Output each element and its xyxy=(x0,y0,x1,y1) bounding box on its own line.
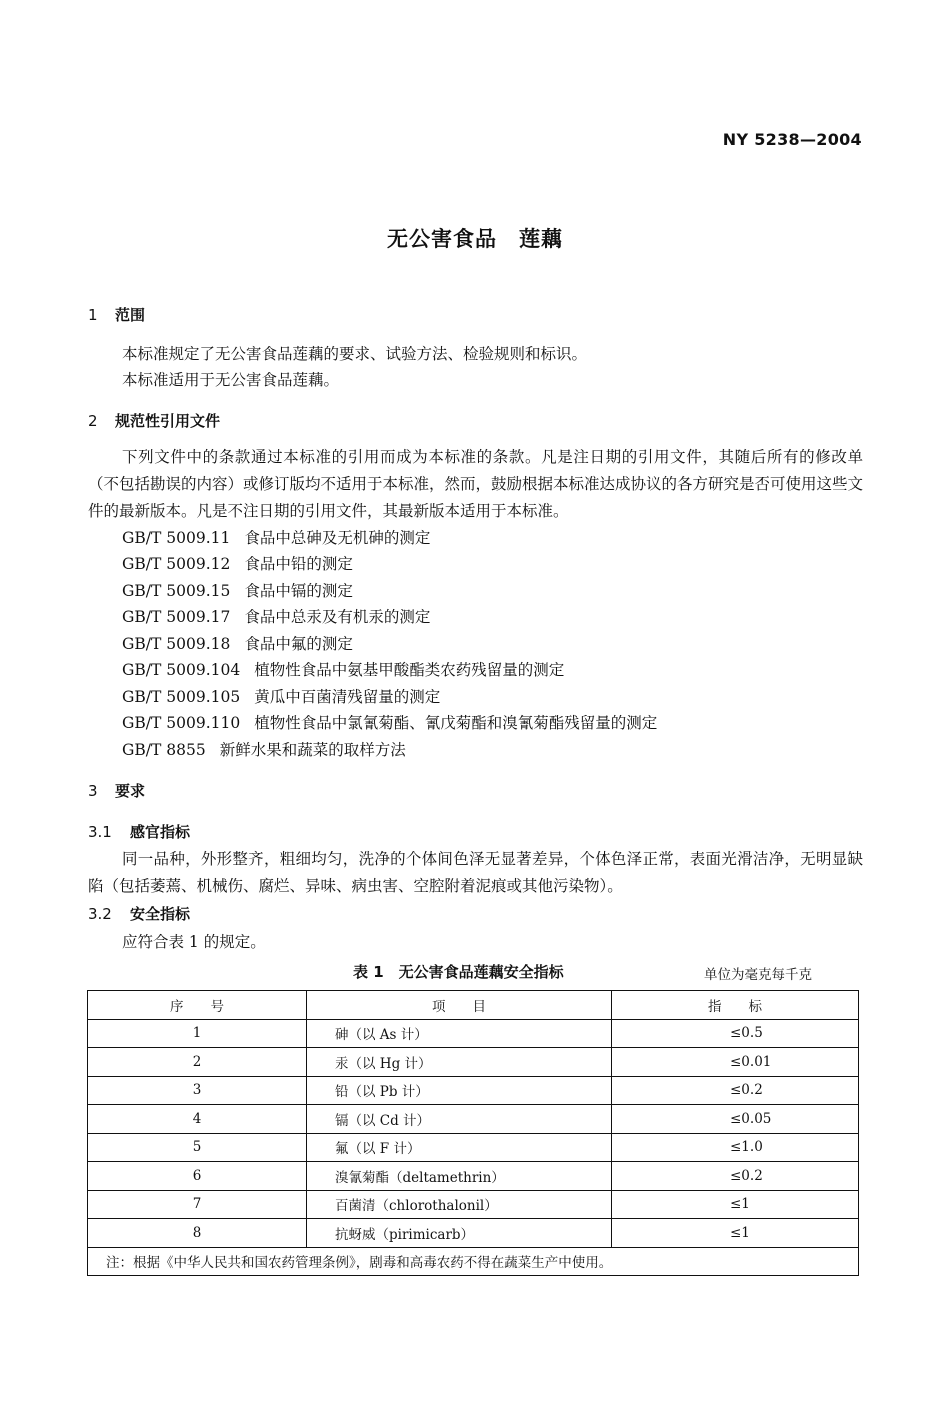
table-note-row xyxy=(88,1247,859,1276)
cell-limit: ≤0.01 xyxy=(612,1048,859,1077)
cell-item: 百菌清（chlorothalonil） xyxy=(307,1190,612,1219)
cell-limit: ≤0.2 xyxy=(612,1076,859,1105)
cell-item: 溴氰菊酯（deltamethrin） xyxy=(307,1162,612,1191)
section-number: 3.2 xyxy=(88,905,112,923)
reference-code: GB/T 5009.17 xyxy=(122,608,231,626)
header-cell-limit: 指 标 xyxy=(612,991,859,1020)
cell-item: 砷（以 As 计） xyxy=(307,1019,612,1048)
reference-name: 食品中氟的测定 xyxy=(244,635,353,653)
cell-item: 氟（以 F 计） xyxy=(307,1133,612,1162)
reference-code: GB/T 5009.110 xyxy=(122,714,241,732)
cell-item: 镉（以 Cd 计） xyxy=(307,1105,612,1134)
section-3-2-heading xyxy=(88,903,190,924)
reference-name: 食品中镉的测定 xyxy=(244,582,353,600)
cell-limit: ≤0.5 xyxy=(612,1019,859,1048)
section-3-1-text: 同一品种，外形整齐，粗细均匀，洗净的个体间色泽无显著差异，个体色泽正常，表面光滑洁净，无明显缺陷（包括萎蔫、机械伤、腐烂、异味、病虫害、空腔附着泥痕或其他污染物）。 xyxy=(88,850,863,895)
reference-item xyxy=(122,552,353,574)
reference-code: GB/T 8855 xyxy=(122,741,206,759)
section-number: 1 xyxy=(88,306,98,324)
table-row xyxy=(88,1105,859,1134)
table-note: 注：根据《中华人民共和国农药管理条例》，剧毒和高毒农药不得在蔬菜生产中使用。 xyxy=(88,1247,859,1276)
reference-item xyxy=(122,632,353,654)
section-2-intro: 下列文件中的条款通过本标准的引用而成为本标准的条款。凡是注日期的引用文件，其随后所有的修改单（不包括勘误的内容）或修订版均不适用于本标准，然而，鼓励根据本标准达成协议的各方研究是否可使用这些文件的最新版本。凡是不注日期的引用文件，其最新版本适用于本标准。 xyxy=(88,448,864,520)
cell-number: 4 xyxy=(88,1105,307,1134)
reference-item xyxy=(122,658,564,680)
reference-code: GB/T 5009.18 xyxy=(122,635,231,653)
section-title: 感官指标 xyxy=(130,823,191,841)
table-row xyxy=(88,1219,859,1248)
reference-item xyxy=(122,579,353,601)
section-3-2-text: 应符合表 1 的规定。 xyxy=(122,933,266,951)
reference-code: GB/T 5009.105 xyxy=(122,688,241,706)
reference-item xyxy=(122,526,430,548)
standard-number: NY 5238—2004 xyxy=(722,130,862,149)
reference-name: 黄瓜中百菌清残留量的测定 xyxy=(254,688,441,706)
section-2-heading xyxy=(88,410,220,431)
cell-number: 8 xyxy=(88,1219,307,1248)
cell-item: 抗蚜威（pirimicarb） xyxy=(307,1219,612,1248)
reference-code: GB/T 5009.15 xyxy=(122,582,231,600)
cell-number: 7 xyxy=(88,1190,307,1219)
table-row xyxy=(88,1048,859,1077)
section-number: 3.1 xyxy=(88,823,112,841)
cell-limit: ≤1 xyxy=(612,1190,859,1219)
cell-number: 1 xyxy=(88,1019,307,1048)
section-title: 安全指标 xyxy=(130,905,191,923)
section-number: 2 xyxy=(88,412,98,430)
cell-number: 6 xyxy=(88,1162,307,1191)
paragraph: 本标准规定了无公害食品莲藕的要求、试验方法、检验规则和标识。 xyxy=(122,345,588,363)
cell-item: 铅（以 Pb 计） xyxy=(307,1076,612,1105)
section-3-heading xyxy=(88,780,145,801)
header-cell-number: 序 号 xyxy=(88,991,307,1020)
section-title: 范围 xyxy=(115,306,146,324)
reference-item xyxy=(122,605,430,627)
cell-number: 5 xyxy=(88,1133,307,1162)
section-number: 3 xyxy=(88,782,98,800)
reference-code: GB/T 5009.11 xyxy=(122,529,231,547)
cell-limit: ≤1.0 xyxy=(612,1133,859,1162)
reference-item xyxy=(122,685,440,707)
cell-item: 汞（以 Hg 计） xyxy=(307,1048,612,1077)
table-row xyxy=(88,1076,859,1105)
document-title: 无公害食品 莲藕 xyxy=(387,227,563,251)
table-header-row xyxy=(88,991,859,1020)
paragraph: 本标准适用于无公害食品莲藕。 xyxy=(122,371,340,389)
reference-name: 食品中总汞及有机汞的测定 xyxy=(244,608,431,626)
reference-item xyxy=(122,738,406,760)
table-row xyxy=(88,1162,859,1191)
section-1-heading xyxy=(88,304,145,325)
table-caption: 表 1 无公害食品莲藕安全指标 xyxy=(353,963,564,981)
table-row xyxy=(88,1133,859,1162)
header-cell-item: 项 目 xyxy=(307,991,612,1020)
section-title: 要求 xyxy=(115,782,146,800)
table-unit: 单位为毫克每千克 xyxy=(704,967,812,983)
reference-code: GB/T 5009.104 xyxy=(122,661,241,679)
reference-name: 新鲜水果和蔬菜的取样方法 xyxy=(219,741,406,759)
reference-item xyxy=(122,711,657,733)
cell-limit: ≤0.05 xyxy=(612,1105,859,1134)
cell-number: 2 xyxy=(88,1048,307,1077)
section-3-1-heading xyxy=(88,821,190,842)
safety-table xyxy=(87,990,859,1276)
reference-name: 植物性食品中氯氰菊酯、氰戊菊酯和溴氰菊酯残留量的测定 xyxy=(254,714,658,732)
reference-name: 食品中总砷及无机砷的测定 xyxy=(244,529,431,547)
reference-name: 食品中铅的测定 xyxy=(244,555,353,573)
section-title: 规范性引用文件 xyxy=(115,412,221,430)
cell-limit: ≤1 xyxy=(612,1219,859,1248)
cell-number: 3 xyxy=(88,1076,307,1105)
reference-code: GB/T 5009.12 xyxy=(122,555,231,573)
reference-name: 植物性食品中氨基甲酸酯类农药残留量的测定 xyxy=(254,661,565,679)
table-row xyxy=(88,1019,859,1048)
cell-limit: ≤0.2 xyxy=(612,1162,859,1191)
table-row xyxy=(88,1190,859,1219)
